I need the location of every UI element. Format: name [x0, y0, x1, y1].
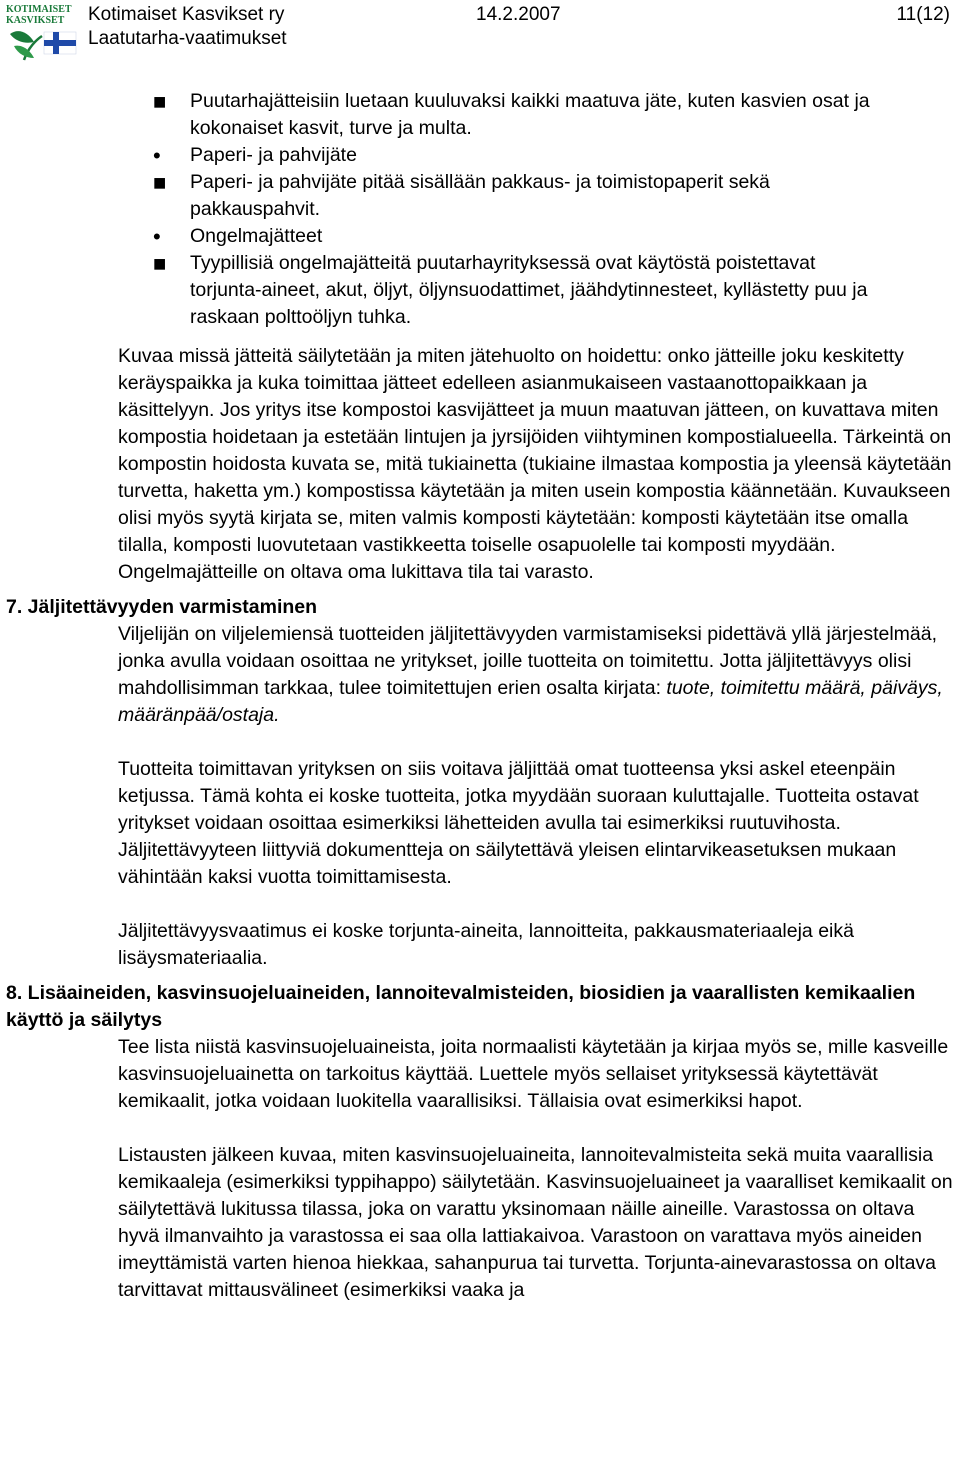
list-item: • Ongelmajätteet: [153, 224, 323, 249]
header-organization: Kotimaiset Kasvikset ry: [88, 4, 285, 25]
paragraph: Tee lista niistä kasvinsuojeluaineista, joita normaalisti käytetään ja kirjaa myös se, mille kasveille kasvinsuojeluainetta on tarkoitus käyttää. Luettele myös sellaiset yrityksessä käytettävät kemikaalit, jotka voidaan luokitella vaarallisiksi. Tällaisia ovat esimerkiksi hapot.: [118, 1036, 949, 1112]
paragraph: Tuotteita toimittavan yrityksen on siis voitava jäljittää omat tuotteensa yksi askel eteenpäin ketjussa. Tämä kohta ei koske tuotteita, jotka myydään suoraan kuluttajalle. Tuotteita ostavat yritykset voidaan osoittaa esimerkiksi lähetteiden avulla tai esimerkiksi ruutuvihosta. Jäljitettävyyteen liittyviä dokumentteja on säilytettävä yleisen elintarvikeasetuksen mukaan vähintään kaksi vuotta toimittamisesta.: [118, 758, 919, 888]
list-item: ■ Puutarhajätteisiin luetaan kuuluvaksi kaikki maatuva jäte, kuten kasvien osat ja kokonaiset kasvit, turve ja multa.: [153, 89, 870, 139]
italic-text: tuote, toimitettu määrä, päiväys, määränpää/ostaja.: [118, 677, 943, 726]
square-bullet-icon: ■: [153, 251, 167, 276]
square-bullet-icon: ■: [153, 170, 167, 195]
list-item: ■ Paperi- ja pahvijäte pitää sisällään pakkaus- ja toimistopaperit sekä pakkauspahvit.: [153, 170, 770, 220]
page-header: [0, 0, 960, 70]
list-item: • Paperi- ja pahvijäte: [153, 143, 357, 168]
section-heading: 7. Jäljitettävyyden varmistaminen: [6, 596, 318, 618]
header-page-number: 11(12): [896, 4, 950, 25]
header-date: 14.2.2007: [476, 4, 561, 25]
kotimaiset-kasvikset-logo: [4, 2, 80, 66]
paragraph: Viljelijän on viljelemiensä tuotteiden jäljitettävyyden varmistamiseksi pidettävä yllä järjestelmää, jonka avulla voidaan osoittaa ne yritykset, joille tuotteita on toimitettu. Jotta jäljitettävyys olisi mahdollisimman tarkkaa, tulee toimitettujen erien osalta kirjata: tuote, toimitettu määrä, päiväys, määränpää/ostaja.: [118, 623, 943, 726]
square-bullet-icon: ■: [153, 89, 167, 114]
paragraph: Jäljitettävyysvaatimus ei koske torjunta-aineita, lannoitteita, pakkausmateriaaleja eikä lisäysmateriaalia.: [118, 920, 854, 969]
paragraph: Listausten jälkeen kuvaa, miten kasvinsuojeluaineita, lannoitevalmisteita sekä muita vaarallisia kemikaaleja (esimerkiksi typpihappo) säilytetään. Kasvinsuojeluaineet ja vaaralliset kemikaalit on säilytettävä lukitussa tilassa, joka on varattu yksinomaan näille aineille. Varastossa on oltava hyvä ilmanvaihto ja varastossa ei saa olla lattiakaivoa. Varastoon on varattava myös aineiden imeyttämistä varten hienoa hiekkaa, sahanpurua tai turvetta. Torjunta-ainevarastossa on oltava tarvittavat mittausvälineet (esimerkiksi vaaka ja: [118, 1144, 953, 1301]
paragraph: Kuvaa missä jätteitä säilytetään ja miten jätehuolto on hoidettu: onko jätteille joku keskitetty keräyspaikka ja kuka toimittaa jätteet edelleen asianmukaiseen vastaanottopaikkaan ja käsittelyyn. Jos yritys itse kompostoi kasvijätteet ja muun maatuvan jätteen, on kuvattava miten kompostia hoidetaan ja estetään lintujen ja jyrsijöiden viihtyminen kompostialueella. Tärkeintä on kompostin hoidosta kuvata se, mitä tukiainetta (tukiaine ilmastaa kompostia ja yleensä käytetään turvetta, haketta ym.) kompostissa käytetään ja miten usein kompostia käännetään. Kuvaukseen olisi myös syytä kirjata se, miten valmis komposti käytetään: komposti käytetään itse omalla tilalla, komposti luovutetaan vastikkeetta toiselle osapuolelle tai komposti myydään. Ongelmajätteille on oltava oma lukittava tila tai varasto.: [118, 345, 952, 583]
svg-text:KOTIMAISET: KOTIMAISET: [6, 4, 72, 15]
list-item: ■ Tyypillisiä ongelmajätteitä puutarhayrityksessä ovat käytöstä poistettavat torjunta-aineet, akut, öljyt, öljynsuodattimet, jäähdytinnesteet, kyllästetty puu ja raskaan polttoöljyn tuhka.: [153, 251, 868, 328]
header-document-title: Laatutarha-vaatimukset: [88, 28, 287, 49]
page-content: [0, 88, 960, 1304]
svg-text:KASVIKSET: KASVIKSET: [6, 15, 65, 26]
bullet-icon: •: [153, 224, 161, 249]
section-heading: 8. Lisäaineiden, kasvinsuojeluaineiden, lannoitevalmisteiden, biosidien ja vaarallisten kemikaalien käyttö ja säilytys: [6, 982, 916, 1031]
bullet-icon: •: [153, 143, 161, 168]
